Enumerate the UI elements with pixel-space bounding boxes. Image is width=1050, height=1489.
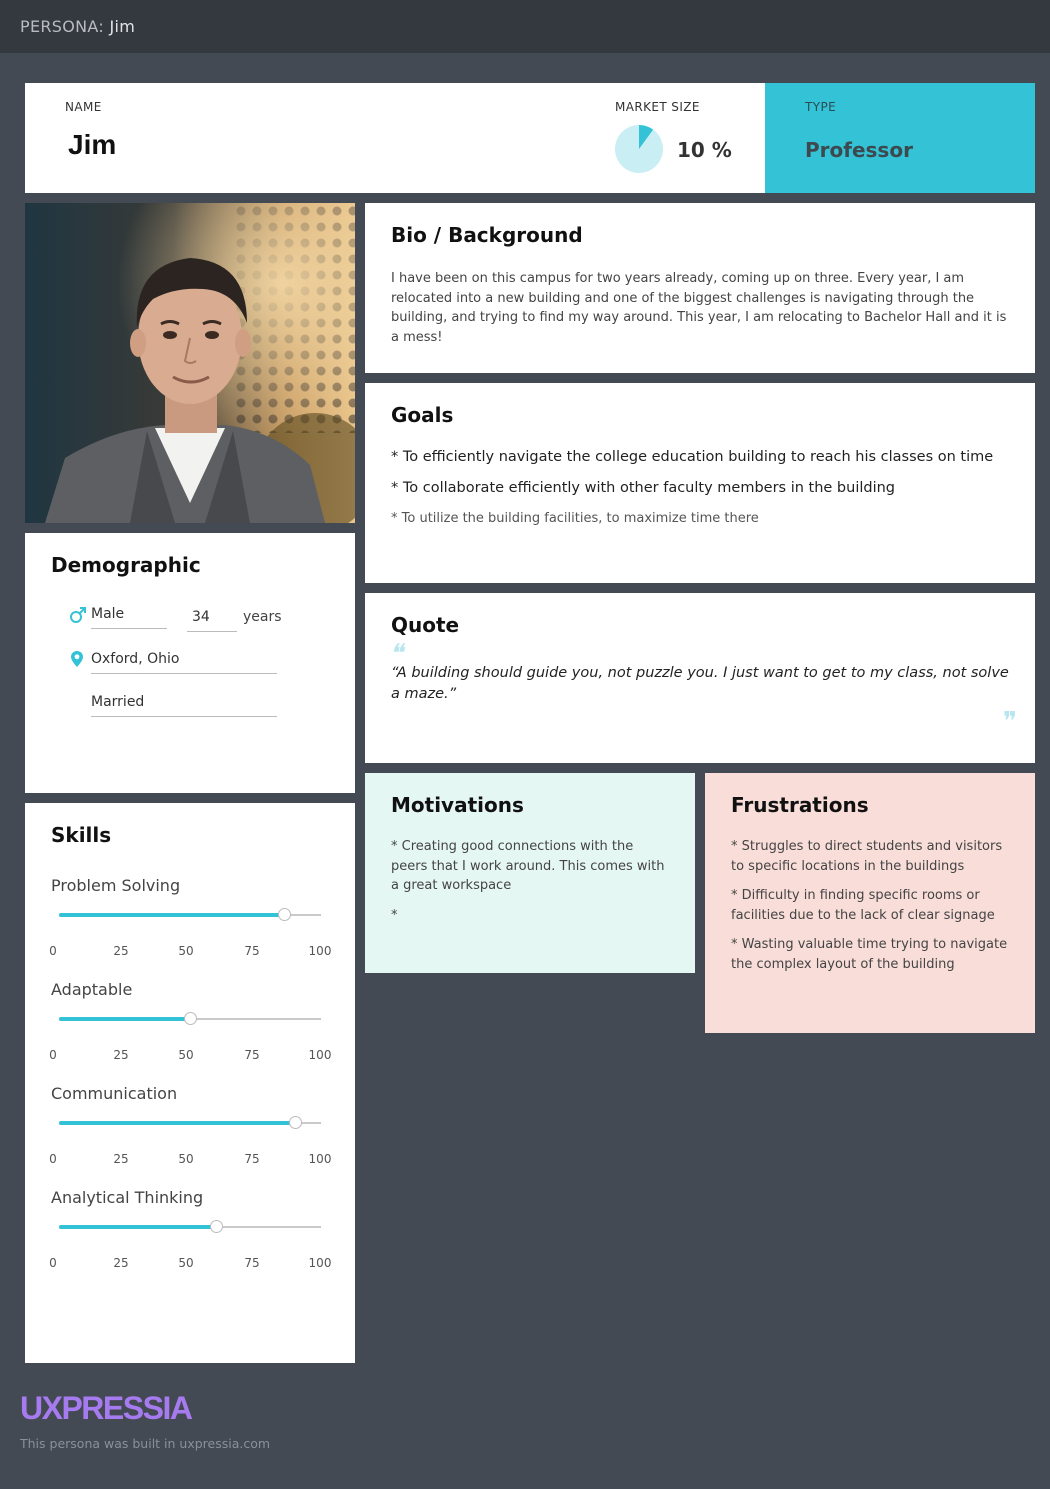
goal-item[interactable]: * To collaborate efficiently with other faculty members in the building (391, 480, 896, 496)
demographic-title: Demographic (51, 553, 201, 577)
close-quote-icon: ❞ (1003, 707, 1017, 737)
skill-scale-label: 100 (308, 944, 332, 958)
skill-row (25, 1084, 355, 1188)
motivation-item[interactable]: * (391, 908, 398, 923)
skill-slider-handle[interactable] (184, 1012, 197, 1025)
open-quote-icon: ❝ (389, 639, 403, 669)
frustrations-title: Frustrations (731, 793, 869, 817)
persona-name: Jim (109, 17, 136, 36)
quote-text[interactable]: “A building should guide you, not puzzle you. I just want to get to my class, not solve a maze.” (391, 665, 1009, 702)
skill-row (25, 980, 355, 1084)
skill-slider-handle[interactable] (210, 1220, 223, 1233)
skill-slider-track[interactable] (59, 1122, 321, 1124)
skill-scale-label: 75 (244, 1256, 260, 1270)
skill-scale-label: 100 (308, 1048, 332, 1062)
name-label: NAME (65, 100, 102, 114)
gender-field[interactable]: Male (91, 606, 167, 629)
skill-slider-fill (59, 1017, 190, 1021)
skill-slider-fill (59, 913, 284, 917)
market-size-value[interactable]: 10 % (677, 138, 732, 162)
age-field[interactable]: 34 (187, 609, 237, 632)
frustration-item[interactable]: * Struggles to direct students and visitors to specific locations in the buildings (731, 839, 1003, 874)
skill-slider-handle[interactable] (278, 908, 291, 921)
skill-slider-track[interactable] (59, 914, 321, 916)
skill-scale-label: 25 (113, 944, 129, 958)
skills-section (25, 803, 355, 1363)
skill-scale-label: 75 (244, 944, 260, 958)
skill-scale-label: 50 (178, 1048, 194, 1062)
skill-scale-label: 75 (244, 1048, 260, 1062)
avatar-image (25, 203, 355, 523)
motivations-section (365, 773, 695, 973)
market-size-pie-icon (615, 125, 663, 173)
market-size-label: MARKET SIZE (615, 100, 700, 114)
quote-section (365, 593, 1035, 763)
skill-scale-label: 100 (308, 1256, 332, 1270)
skill-scale-label: 25 (113, 1152, 129, 1166)
demographic-section (25, 533, 355, 793)
bio-title: Bio / Background (391, 223, 583, 247)
skill-scale-label: 0 (49, 1256, 57, 1270)
skill-slider-fill (59, 1225, 216, 1229)
skill-name: Communication (51, 1084, 178, 1103)
skill-name: Analytical Thinking (51, 1188, 204, 1207)
type-value[interactable]: Professor (805, 138, 913, 162)
frustration-item[interactable]: * Wasting valuable time trying to navigate the complex layout of the building (731, 937, 1008, 972)
skill-scale-label: 25 (113, 1048, 129, 1062)
persona-photo[interactable] (25, 203, 355, 523)
skill-name: Adaptable (51, 980, 133, 999)
persona-title-bar (0, 0, 1050, 53)
quote-title: Quote (391, 613, 460, 637)
goal-item[interactable]: * To efficiently navigate the college education building to reach his classes on time (391, 449, 994, 465)
skill-row (25, 876, 355, 980)
skill-slider-track[interactable] (59, 1226, 321, 1228)
male-icon (69, 606, 87, 624)
location-pin-icon (70, 650, 84, 668)
skill-scale-label: 50 (178, 1152, 194, 1166)
goals-section (365, 383, 1035, 583)
skill-scale-label: 0 (49, 1152, 57, 1166)
skill-name: Problem Solving (51, 876, 181, 895)
frustration-item[interactable]: * Difficulty in finding specific rooms or facilities due to the lack of clear signage (731, 888, 995, 923)
goals-title: Goals (391, 403, 454, 427)
marital-status-field[interactable]: Married (91, 694, 277, 717)
skill-scale-label: 0 (49, 944, 57, 958)
location-field[interactable]: Oxford, Ohio (91, 651, 277, 674)
skill-scale-label: 50 (178, 944, 194, 958)
persona-header (25, 83, 765, 193)
skill-slider-handle[interactable] (289, 1116, 302, 1129)
frustrations-section (705, 773, 1035, 1033)
skill-slider-fill (59, 1121, 295, 1125)
type-panel (765, 83, 1035, 193)
bio-text[interactable]: I have been on this campus for two years already, coming up on three. Every year, I am relocated into a new building and one of the biggest challenges is navigating through the building, and trying to find my way around. This year, I am relocating to Bachelor Hall and it is a mess! (391, 271, 1007, 345)
skill-scale-label: 0 (49, 1048, 57, 1062)
uxpressia-logo[interactable]: UXPRESSIA (20, 1390, 192, 1426)
skills-title: Skills (51, 823, 112, 847)
bio-section (365, 203, 1035, 373)
skill-row (25, 1188, 355, 1292)
name-field[interactable]: Jim (68, 129, 117, 160)
skill-scale-label: 75 (244, 1152, 260, 1166)
skill-scale-label: 25 (113, 1256, 129, 1270)
motivation-item[interactable]: * Creating good connections with the peers that I work around. This comes with a great workspace (391, 839, 665, 894)
motivations-title: Motivations (391, 793, 524, 817)
footer-note: This persona was built in uxpressia.com (20, 1436, 271, 1451)
persona-label: PERSONA: (20, 17, 105, 36)
skill-scale-label: 100 (308, 1152, 332, 1166)
skill-slider-track[interactable] (59, 1018, 321, 1020)
goal-item[interactable]: * To utilize the building facilities, to maximize time there (391, 511, 759, 526)
age-unit-label: years (243, 609, 282, 625)
skill-scale-label: 50 (178, 1256, 194, 1270)
type-label: TYPE (805, 100, 837, 114)
